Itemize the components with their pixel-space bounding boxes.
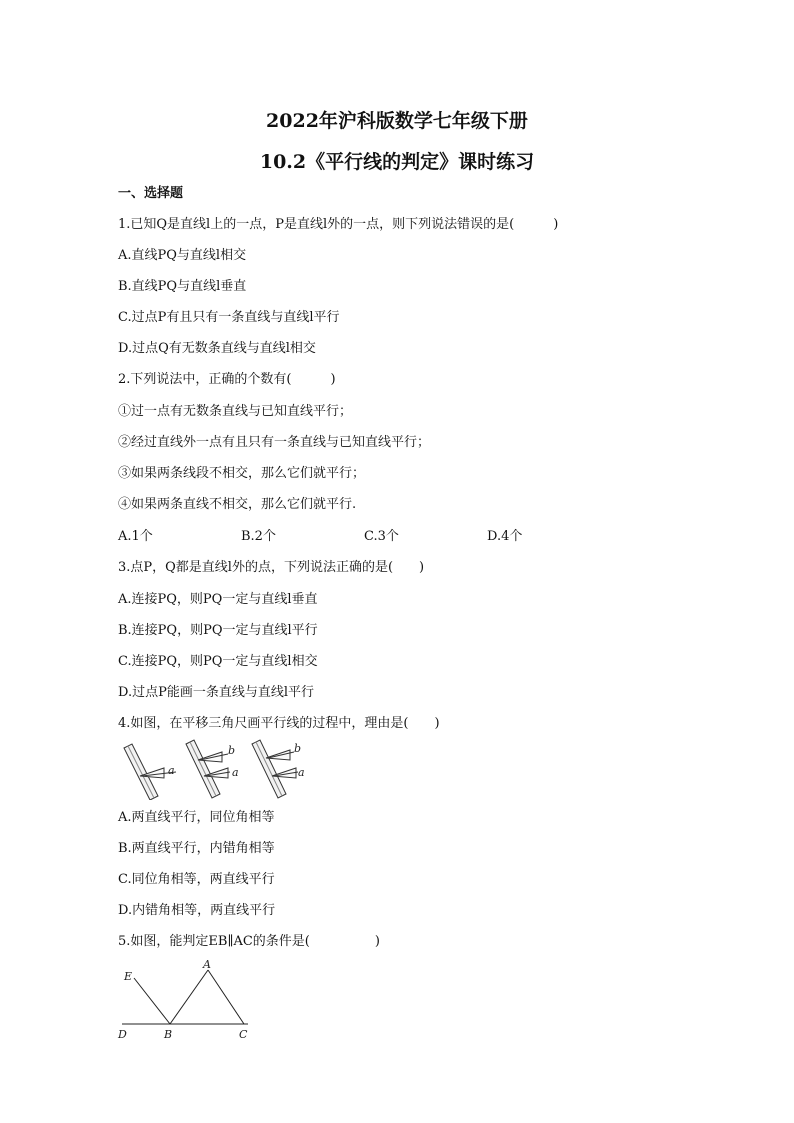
- q1-option-b: B.直线PQ与直线l垂直: [118, 279, 247, 294]
- q4-fig-label-a2: a: [232, 766, 239, 779]
- q5-label-c: C: [239, 1028, 248, 1041]
- q5-label-d: D: [118, 1028, 127, 1041]
- q3-option-b: B.连接PQ，则PQ一定与直线l平行: [118, 623, 318, 638]
- q1-stem: 1.已知Q是直线l上的一点，P是直线l外的一点，则下列说法错误的是( ): [118, 217, 559, 232]
- q5-label-a: A: [203, 958, 211, 971]
- q2-item-4: ④如果两条直线不相交，那么它们就平行.: [118, 497, 357, 512]
- q4-stem: 4.如图，在平移三角尺画平行线的过程中，理由是( ): [118, 716, 440, 731]
- q1-option-c: C.过点P有且只有一条直线与直线l平行: [118, 310, 340, 325]
- q4-option-c: C.同位角相等，两直线平行: [118, 872, 275, 887]
- q5-stem: 5.如图，能判定EB∥AC的条件是( ): [118, 934, 380, 949]
- document-title: 2022年沪科版数学七年级下册: [266, 110, 528, 132]
- q4-fig-label-a1: a: [168, 764, 175, 777]
- q4-option-d: D.内错角相等，两直线平行: [118, 903, 276, 918]
- document-subtitle: 10.2《平行线的判定》课时练习: [259, 151, 535, 173]
- segment-eb: [134, 978, 170, 1024]
- q1-option-d: D.过点Q有无数条直线与直线l相交: [118, 341, 316, 356]
- q2-item-2: ②经过直线外一点有且只有一条直线与已知直线平行；: [118, 435, 431, 450]
- q4-fig-label-b2: b: [294, 742, 302, 755]
- q2-option-d: D.4个: [487, 529, 523, 544]
- q4-fig-label-b1: b: [228, 744, 236, 757]
- q2-item-1: ①过一点有无数条直线与已知直线平行；: [118, 404, 353, 419]
- q4-option-a: A.两直线平行，同位角相等: [118, 810, 275, 825]
- q4-figure: [118, 738, 318, 800]
- q2-option-c: C.3个: [364, 529, 399, 544]
- q5-label-b: B: [164, 1028, 173, 1041]
- q3-option-a: A.连接PQ，则PQ一定与直线l垂直: [118, 592, 318, 607]
- segment-ba: [170, 970, 208, 1024]
- q2-option-b: B.2个: [241, 529, 276, 544]
- q4-option-b: B.两直线平行，内错角相等: [118, 841, 275, 856]
- q1-option-a: A.直线PQ与直线l相交: [118, 248, 247, 263]
- q2-stem: 2.下列说法中，正确的个数有( ): [118, 372, 336, 387]
- section-heading: 一、选择题: [118, 186, 184, 201]
- segment-ac: [208, 970, 244, 1024]
- q5-label-e: E: [124, 970, 133, 983]
- q3-option-c: C.连接PQ，则PQ一定与直线l相交: [118, 654, 318, 669]
- q3-stem: 3.点P，Q都是直线l外的点，下列说法正确的是( ): [118, 560, 425, 575]
- q5-figure: [116, 958, 266, 1042]
- q3-option-d: D.过点P能画一条直线与直线l平行: [118, 685, 314, 700]
- q2-option-a: A.1个: [118, 529, 153, 544]
- q4-fig-label-a3: a: [298, 766, 305, 779]
- q2-item-3: ③如果两条线段不相交，那么它们就平行；: [118, 466, 366, 481]
